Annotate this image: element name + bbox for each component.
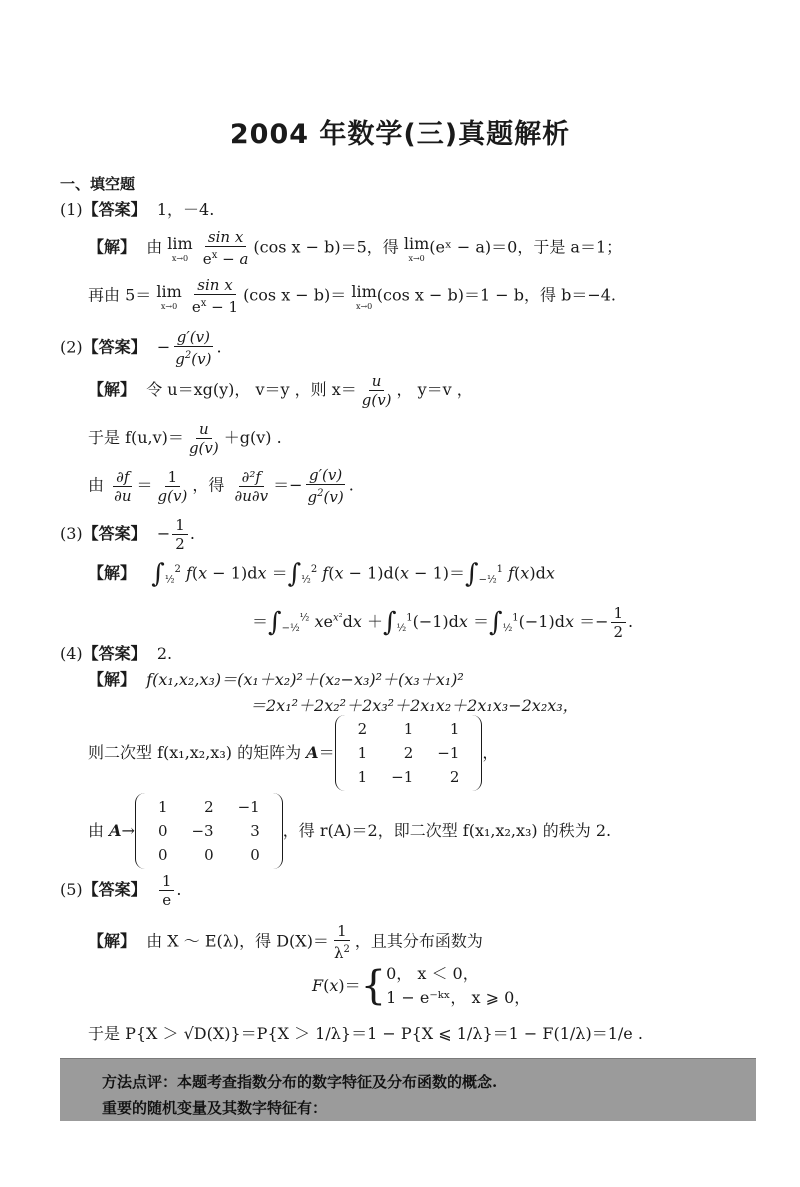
fraction: $\frac{1}{2}$: [172, 516, 188, 553]
solution-label: 【解】: [88, 380, 137, 399]
problem-number: (5): [60, 880, 83, 899]
cdf-case-2: 1 − e⁻ᵏˣ， x ⩾ 0，: [386, 988, 531, 1007]
fraction: $\frac{1}{2}$: [611, 604, 627, 641]
problem-5-solution: [88, 922, 483, 962]
fraction: $\frac{1}{e}$: [159, 872, 175, 909]
solution-text: ，: [482, 743, 499, 762]
problem-number: (4): [60, 644, 83, 663]
problem-number: (3): [60, 524, 83, 543]
problem-4-answer: [60, 644, 172, 664]
problem-4-solution: [88, 670, 464, 690]
problem-2-solution: [88, 372, 473, 409]
solution-text: ＋g(v) .: [223, 428, 282, 447]
solution-text: 则二次型 f(x₁,x₂,x₃) 的矩阵为: [88, 743, 302, 762]
problem-4-matrix-line: 则二次型 f(x₁,x₂,x₃) 的矩阵为 A ＝ 2 1 1 1 2 −1 1 −1 2 ，: [88, 718, 498, 788]
solution-label: 【解】: [88, 237, 137, 257]
solution-text: (cos x − b)＝1 − b，得 b＝−4.: [376, 285, 617, 305]
solution-text: (cos x − b)＝: [243, 285, 347, 305]
problem-2-solution-line-3: 由 $\frac{\partial f}{\partial u}$ ＝ $\frac{1}{g(v)}$ ，得 $\frac{\text{∂²f}}{\partial u\partial v}$ ＝− $\frac{g'(v)}{g^2(v)}$ .: [88, 466, 354, 506]
solution-text: ， y＝v ，: [396, 380, 473, 399]
solution-label: 【解】: [88, 670, 137, 689]
limit-expression: lim x→0: [156, 281, 182, 311]
answer-label: 【答案】: [82, 644, 147, 663]
cdf-case-1: 0， x ＜ 0，: [386, 964, 479, 983]
fraction: $\frac{\text{sin x}}{e^x - a}$: [202, 228, 249, 268]
solution-text: 再由 5＝: [88, 285, 152, 305]
matrix-a: 2 1 1 1 2 −1 1 −1 2: [335, 715, 483, 791]
fraction: $\frac{g'(v)}{g^2(v)}$: [175, 328, 212, 368]
problem-4-rank-line: 由 A → 1 2 −1 0 −3 3 0 0 0 ，得 r(A)＝2，即二次型 f(x₁,x₂,x₃) 的秩为 2.: [88, 796, 611, 866]
answer-label: 【答案】: [82, 880, 147, 899]
solution-text: 由: [88, 475, 105, 495]
problem-number: (1): [60, 200, 83, 219]
fraction: $\frac{1}{\lambda^2}$: [333, 922, 350, 962]
answer-label: 【答案】: [82, 200, 147, 219]
solution-text: (cos x − b)＝5，得: [253, 237, 399, 257]
solution-text: ，且其分布函数为: [354, 931, 483, 951]
page-title: 2004 年数学(三)真题解析: [229, 119, 571, 150]
limit-expression: lim x→0: [167, 233, 193, 263]
fraction: $\frac{1}{g(v)}$: [157, 467, 188, 505]
problem-1-answer: [60, 200, 214, 220]
fraction: $\frac{g'(v)}{g^2(v)}$: [307, 466, 344, 506]
problem-5-final: [88, 1024, 643, 1044]
solution-text: 于是 f(u,v)＝: [88, 428, 184, 447]
problem-1-solution-line-2: [88, 276, 616, 316]
solution-text: (eˣ − a)＝0，于是 a＝1；: [429, 237, 623, 257]
solution-text: ＝2x₁²＋2x₂²＋2x₃²＋2x₁x₂＋2x₁x₃−2x₂x₃，: [250, 696, 579, 715]
solution-text: 由 X ～ E(λ)，得 D(X)＝: [146, 931, 329, 951]
fraction: $\frac{u}{g(v)}$: [361, 372, 392, 409]
solution-text: 由: [146, 237, 163, 257]
limit-expression: lim x→0: [403, 233, 430, 263]
solution-text: 于是 P{X ＞ √D(X)}＝P{X ＞ 1/λ}＝1 − P{X ⩽ 1/λ}＝1 − F(1/λ)＝1/e .: [88, 1024, 643, 1043]
problem-3-solution: 【解】 $\int_{\frac{1}{2}}^2$ $f(x - 1)dx =\int_{\frac{1}{2}}^2$ $f(x - 1)d(x - 1)=\int_{-\frac{1}{2}}^1$ f(x)dx: [88, 558, 555, 589]
method-note-box: [60, 1058, 756, 1121]
matrix-reduced: 1 2 −1 0 −3 3 0 0 0: [135, 793, 283, 869]
problem-3-solution-line-2: $=\int_{-\frac{1}{2}}^{\frac{1}{2}}$ $xe^{x^2}dx +\int_{\frac{1}{2}}^1(-1)dx =\int_{\frac{1}{2}}^1(-1)dx$ ＝− $\frac{1}{2}$ .: [252, 604, 634, 641]
fraction: $\frac{\partial f}{\partial u}$: [114, 467, 132, 505]
limit-expression: lim x→0: [351, 281, 377, 311]
answer-label: 【答案】: [82, 337, 147, 357]
solution-text: 令 u＝xg(y)， v＝y ，则 x＝: [146, 380, 357, 399]
solution-label: 【解】: [88, 563, 137, 583]
fraction: $\frac{\text{sin x}}{e^x - 1}$: [191, 276, 239, 316]
answer-value: 2.: [156, 644, 173, 663]
solution-text: .: [348, 475, 354, 495]
solution-text: f(x₁,x₂,x₃)＝(x₁＋x₂)²＋(x₂−x₃)²＋(x₃＋x₁)²: [146, 670, 464, 689]
note-line-1: 方法点评：本题考查指数分布的数字特征及分布函数的概念.: [102, 1073, 498, 1091]
note-line-2: 重要的随机变量及其数字特征有：: [102, 1099, 328, 1117]
solution-text: ，得 r(A)＝2，即二次型 f(x₁,x₂,x₃) 的秩为 2.: [282, 821, 612, 840]
answer-label: 【答案】: [82, 524, 147, 543]
problem-2-solution-line-2: [88, 420, 282, 457]
problem-4-solution-line-2: [250, 696, 579, 716]
problem-5-cdf: F ( x )＝ { 0， x ＜ 0， 1 − e⁻ᵏˣ， x ⩾ 0，: [312, 963, 531, 1009]
section-heading: 一、填空题: [60, 175, 136, 193]
problem-3-answer: (3)【答案】 − $\frac{1}{2}$ .: [60, 516, 195, 553]
solution-text: ，得: [192, 475, 225, 495]
answer-value: 1，－4.: [156, 200, 215, 219]
solution-text: 由: [88, 821, 105, 840]
fraction: $\frac{u}{g(v)}$: [188, 420, 219, 457]
problem-5-answer: (5)【答案】 $\frac{1}{e}$ .: [60, 872, 182, 909]
problem-number: (2): [60, 337, 83, 357]
problem-1-solution: [88, 228, 622, 268]
solution-label: 【解】: [88, 931, 137, 951]
problem-2-answer: (2)【答案】 − $\frac{g'(v)}{g^2(v)}$ .: [60, 328, 222, 368]
fraction: $\frac{\text{∂²f}}{\partial u\partial v}$: [234, 467, 269, 505]
